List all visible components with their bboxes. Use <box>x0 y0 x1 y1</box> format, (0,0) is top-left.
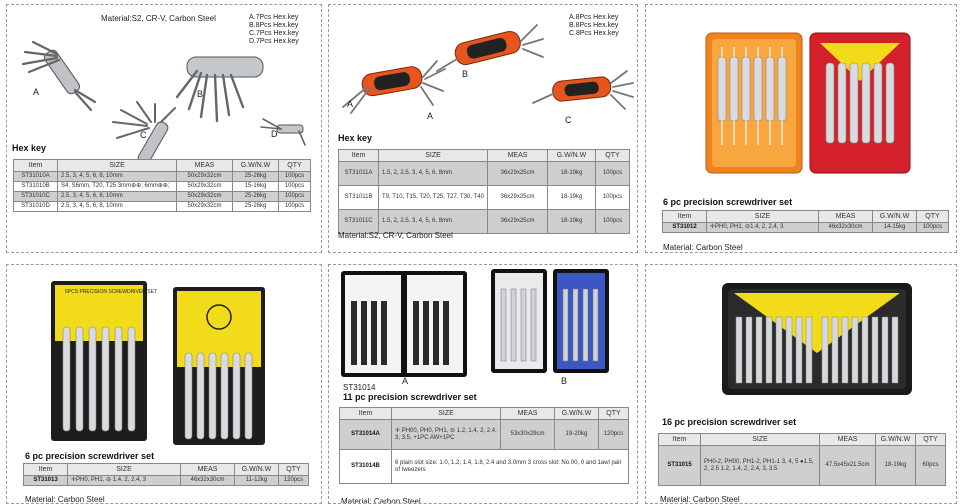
spec-table <box>13 159 311 212</box>
column-header: G.W/N.W <box>233 160 279 172</box>
product-panel-screwdriver-6pc-cases <box>645 4 957 253</box>
table-row <box>340 420 629 450</box>
section-title: 6 pc precision screwdriver set <box>663 197 793 207</box>
cell-item: ST31015 <box>659 446 701 486</box>
column-header: SIZE <box>392 408 501 420</box>
cell-meas: 46x32x30cm <box>819 223 873 233</box>
column-header: MEAS <box>488 150 548 162</box>
cell-size: 2.5, 3, 4, 5, 6, 8, 10mm <box>58 202 177 212</box>
image-letter: B <box>561 376 568 386</box>
hex-key-grip-c-image <box>527 67 635 117</box>
spec-table <box>658 433 946 486</box>
variant-item: B.8Pcs Hex.key <box>569 22 619 29</box>
image-letter: A <box>402 376 409 386</box>
spec-table <box>339 407 629 484</box>
material-caption: Material:S2, CR-V, Carbon Steel <box>338 231 453 240</box>
image-letter: B <box>462 69 469 79</box>
image-letter: A <box>33 87 40 97</box>
cell-qty: 100pcs <box>917 223 949 233</box>
cell-item: ST31014A <box>340 420 392 450</box>
column-header: QTY <box>279 464 309 476</box>
cell-size: ✛PH0, PH1, ⊖1.4, 2, 2.4, 3 <box>707 223 819 233</box>
cell-qty: 100pcs <box>596 210 630 234</box>
column-header: QTY <box>916 434 946 446</box>
table-row <box>14 172 311 182</box>
screwdriver-case-b-image <box>491 269 609 373</box>
cell-weight: 18-19kg <box>548 186 596 210</box>
hex-key-set-a-image <box>15 40 110 110</box>
material-caption: Material: Carbon Steel <box>663 243 743 252</box>
column-header: SIZE <box>68 464 181 476</box>
box-label: 6PCS PRECISION SCREWDRIVER SET <box>65 289 157 295</box>
variant-item: A.7Pcs Hex.key <box>249 14 299 21</box>
cell-item: ST31011A <box>339 162 379 186</box>
spec-table <box>338 149 630 234</box>
screwdriver-card-closed-image <box>173 287 265 445</box>
variant-item: C.7Pcs Hex.key <box>249 30 299 37</box>
cell-size: 2.5, 3, 4, 5, 6, 8, 10mm <box>58 172 177 182</box>
product-panel-screwdriver-16pc <box>645 264 957 504</box>
cell-size: S4, S6mm, T20, T25 3mm⊕⊕; 6mm⊕⊕; <box>58 182 177 192</box>
cell-item: ST31014B <box>340 450 392 484</box>
column-header: G.W/N.W <box>548 150 596 162</box>
column-header: Item <box>663 211 707 223</box>
cell-meas: 50x29x32cm <box>177 172 233 182</box>
cell-meas: 50x29x32cm <box>177 182 233 192</box>
spec-table <box>662 210 949 233</box>
section-title: 16 pc precision screwdriver set <box>662 417 797 427</box>
column-header: MEAS <box>819 211 873 223</box>
section-title: 6 pc precision screwdriver set <box>25 451 155 461</box>
material-caption: Material: Carbon Steel <box>25 495 105 504</box>
cell-weight: 25-26kg <box>233 192 279 202</box>
cell-meas: 50x29x32cm <box>177 192 233 202</box>
cell-item: ST31013 <box>24 476 68 486</box>
table-row <box>339 186 630 210</box>
cell-weight: 18-19kg <box>548 210 596 234</box>
cell-size: 1.5, 2, 2.5, 3, 4, 5, 6, 8mm <box>379 210 488 234</box>
cell-size: PH0-2, PH00, PH1-2, PH1-1 3, 4, 5 ●1.5, 2, 2.5 1.2, 1.4, 2, 2.4, 3, 3.5 <box>701 446 820 486</box>
cell-meas: 47.5x45x21.5cm <box>820 446 876 486</box>
cell-qty: 100pcs <box>279 172 311 182</box>
cell-item: ST31011B <box>339 186 379 210</box>
section-title: Hex key <box>12 143 47 153</box>
table-header-row <box>14 160 311 172</box>
column-header: Item <box>14 160 58 172</box>
image-letter: A <box>427 111 434 121</box>
column-header: QTY <box>279 160 311 172</box>
cell-size: 1.5, 2, 2.5, 3, 4, 5, 6, 8mm <box>379 162 488 186</box>
column-header: QTY <box>596 150 630 162</box>
cell-item: ST31010C <box>14 192 58 202</box>
column-header: MEAS <box>177 160 233 172</box>
cell-qty: 120pcs <box>279 476 309 486</box>
cell-qty: 120pcs <box>599 420 629 450</box>
screwdriver-case-a-image <box>341 271 467 377</box>
cell-qty: 100pcs <box>279 202 311 212</box>
cell-item: ST31012 <box>663 223 707 233</box>
variant-item: D.7Pcs Hex.key <box>249 38 299 45</box>
table-row <box>663 223 949 233</box>
screwdriver-case-red-image <box>810 33 910 173</box>
section-title: Hex key <box>338 133 373 143</box>
cell-item: ST31010A <box>14 172 58 182</box>
cell-item: ST31011C <box>339 210 379 234</box>
cell-weight: 15-16kg <box>233 182 279 192</box>
material-caption: Material: Carbon Steel <box>660 495 740 504</box>
image-letter: B <box>197 89 204 99</box>
column-header: SIZE <box>379 150 488 162</box>
cell-meas: 36x29x25cm <box>488 186 548 210</box>
column-header: QTY <box>917 211 949 223</box>
spec-table <box>23 463 309 486</box>
screwdriver-card-open-image <box>51 281 147 441</box>
column-header: SIZE <box>58 160 177 172</box>
cell-qty: 60pcs <box>916 446 946 486</box>
cell-qty: 100pcs <box>279 192 311 202</box>
material-caption: Material: Carbon Steel <box>341 497 421 504</box>
cell-size: ✛PH0, PH1, ⊖ 1.4, 2, 2.4, 3 <box>68 476 181 486</box>
product-panel-hex-key-grip <box>328 4 638 253</box>
image-letter: A <box>347 99 354 109</box>
cell-size: T9, T10, T15, T20, T25, T27, T30, T40 <box>379 186 488 210</box>
column-header: G.W/N.W <box>873 211 917 223</box>
variant-item: B.8Pcs Hex.key <box>249 22 299 29</box>
table-row <box>339 210 630 234</box>
cell-weight: 25-26kg <box>233 172 279 182</box>
image-letter: D <box>271 129 278 139</box>
model-number: ST31014 <box>343 383 376 392</box>
product-panel-screwdriver-6pc-yellow <box>6 264 322 504</box>
cell-weight: 19-20kg <box>555 420 599 450</box>
cell-meas: 53x30x29cm <box>501 420 555 450</box>
table-row <box>659 446 946 486</box>
cell-item: ST31010D <box>14 202 58 212</box>
section-title: 11 pc precision screwdriver set <box>343 392 477 402</box>
column-header: Item <box>339 150 379 162</box>
column-header: Item <box>659 434 701 446</box>
cell-size: 2.5, 3, 4, 5, 6, 8, 10mm <box>58 192 177 202</box>
table-header-row <box>339 150 630 162</box>
table-row <box>24 476 309 486</box>
table-row <box>14 182 311 192</box>
screwdriver-case-16pc-image <box>722 283 912 395</box>
image-letter: C <box>140 130 147 140</box>
cell-weight: 18-19kg <box>548 162 596 186</box>
cell-weight: 14-15kg <box>873 223 917 233</box>
table-row <box>339 162 630 186</box>
image-letter: C <box>565 115 572 125</box>
variant-item: A.8Pcs Hex.key <box>569 14 619 21</box>
cell-meas: 36x29x25cm <box>488 162 548 186</box>
product-panel-hex-key-folding <box>6 4 322 253</box>
table-row <box>14 192 311 202</box>
table-row <box>340 450 629 484</box>
cell-qty: 100pcs <box>596 186 630 210</box>
table-header-row <box>663 211 949 223</box>
column-header: MEAS <box>501 408 555 420</box>
cell-weight: 18-19kg <box>876 446 916 486</box>
cell-item: ST31010B <box>14 182 58 192</box>
cell-size: ✛ PH00, PH0, PH1, ⊖ 1.2, 1.4, 2, 2.4, 3, 3.5, +1PC AW+1PC <box>392 420 501 450</box>
column-header: Item <box>24 464 68 476</box>
hex-key-set-d-image <box>259 117 309 151</box>
column-header: Item <box>340 408 392 420</box>
cell-qty: 100pcs <box>596 162 630 186</box>
column-header: SIZE <box>701 434 820 446</box>
product-panel-screwdriver-11pc <box>328 264 638 504</box>
cell-weight: 11-12kg <box>235 476 279 486</box>
cell-weight: 25-26kg <box>233 202 279 212</box>
screwdriver-case-orange-image <box>706 33 802 173</box>
variant-list <box>569 14 619 38</box>
cell-qty: 100pcs <box>279 182 311 192</box>
column-header: G.W/N.W <box>876 434 916 446</box>
cell-size: 6 plain slot size: 1.0, 1.2, 1.4, 1.8, 2.4 and 3.0mm 3 cross slot: No.00, 0 and 1awl pair of tweezers <box>392 450 629 484</box>
cell-meas: 46x32x30cm <box>181 476 235 486</box>
table-header-row <box>659 434 946 446</box>
cell-meas: 50x29x32cm <box>177 202 233 212</box>
cell-meas: 36x29x25cm <box>488 210 548 234</box>
table-row <box>14 202 311 212</box>
column-header: MEAS <box>181 464 235 476</box>
variant-list <box>249 14 299 46</box>
table-header-row <box>24 464 309 476</box>
column-header: QTY <box>599 408 629 420</box>
variant-item: C.8Pcs Hex.key <box>569 30 619 37</box>
material-caption: Material:S2, CR-V, Carbon Steel <box>101 14 216 23</box>
column-header: G.W/N.W <box>235 464 279 476</box>
table-header-row <box>340 408 629 420</box>
column-header: MEAS <box>820 434 876 446</box>
column-header: G.W/N.W <box>555 408 599 420</box>
column-header: SIZE <box>707 211 819 223</box>
